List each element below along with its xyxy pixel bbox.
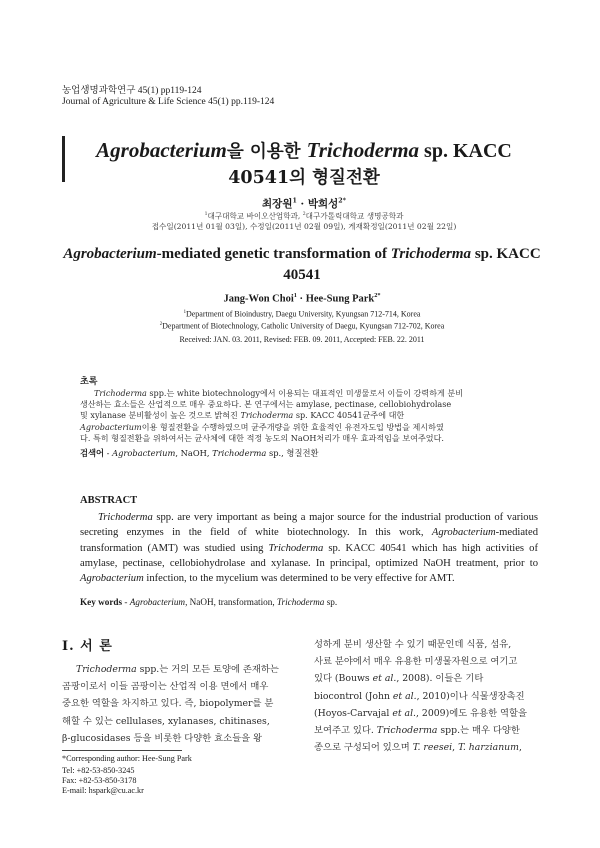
intro-right-line4a: biocontrol (John	[314, 690, 393, 702]
intro-right-line4b: , 2010)이나 식물생장촉진	[416, 690, 525, 702]
abs-kr-line5: 다. 특히 형질전환을 위하여서는 균사체에 대한 적정 농도의 NaOH처리가 매우 효과적임을 보여주었다.	[80, 432, 444, 443]
kw-en-4: sp.	[324, 597, 338, 607]
abs-en-organism1: Trichoderma	[98, 512, 153, 523]
intro-right-line7c: ,	[519, 742, 522, 754]
korean-title	[66, 137, 542, 191]
korean-abstract-heading: 초록	[80, 377, 98, 387]
author1-kr: 최장원	[262, 198, 293, 210]
english-dates: Received: JAN. 03. 2011, Revised: FEB. 09. 2011, Accepted: FEB. 22. 2011	[179, 335, 425, 344]
title-kr-strain: sp. KACC	[419, 140, 512, 162]
intro-right-line2: 사료 분야에서 매우 유용한 미생물자원으로 여기고	[314, 656, 518, 668]
title-en-line2: 40541	[283, 267, 321, 283]
intro-right-line6a: 보여주고 있다.	[314, 725, 377, 737]
introduction-heading: Ⅰ. 서 론	[62, 639, 113, 654]
aff-en-sup1: 1	[183, 310, 186, 315]
aff-en-line1: Department of Bioindustry, Daegu University, Kyungsan 712-714, Korea	[185, 309, 421, 319]
intro-right-species1: T. reesei	[412, 742, 453, 754]
english-affiliation-2	[62, 319, 542, 332]
title-kr-line2: 40541의 형질전환	[228, 168, 380, 188]
intro-right-column	[314, 636, 540, 756]
english-keywords	[80, 597, 337, 607]
abs-kr-line2: 생산하는 효소들은 산업적으로 매우 중요하다. 본 연구에서는 amylase, pectinase, cellobiohydrolase	[80, 399, 452, 410]
english-abstract-heading: ABSTRACT	[80, 495, 138, 506]
intro-right-line6b: spp.는 매우 다양한	[437, 725, 520, 737]
title-accent-bar	[62, 136, 65, 182]
aff-en-sup2: 2	[159, 322, 163, 327]
aff-kr-sup1: 1	[204, 212, 208, 217]
abs-kr-line3a: 및 xylanase 분비활성이 높은 것으로 밝혀진	[80, 410, 241, 421]
abs-en-organism3: Trichoderma	[268, 542, 324, 554]
intro-right-line7b: ,	[452, 742, 459, 754]
korean-dates: 접수일(2011년 01월 03일), 수정일(2011년 02월 09일), 게재확정일(2011년 02월 22일)	[151, 222, 457, 231]
journal-header-korean: 농업생명과학연구 45(1) pp119-124	[62, 86, 202, 96]
abs-kr-line3b: sp. KACC 40541균주에 대한	[293, 410, 405, 421]
title-en-text: -mediated genetic transformation of	[156, 246, 391, 262]
intro-left-line3: 중요한 역할을 차지하고 있다. 즉, biopolymer를 분	[62, 698, 274, 710]
author2-kr: 박희성	[307, 198, 339, 210]
abs-en-organism4: Agrobacterium	[80, 573, 144, 585]
footnote-fax: Fax: +82-53-850-3178	[62, 776, 137, 785]
intro-left-organism: Trichoderma	[76, 664, 137, 675]
kw-kr-3: Trichoderma	[212, 448, 267, 458]
title-en-fungus: Trichoderma	[390, 246, 472, 262]
aff-en-line2: Department of Biotechnology, Catholic University of Daegu, Kyungsan 712-702, Korea	[162, 321, 445, 331]
abs-kr-organism: Trichoderma	[94, 388, 147, 398]
intro-left-line4: 해할 수 있는 cellulases, xylanases, chitinases,	[62, 715, 270, 727]
kw-kr-4: sp., 형질전환	[266, 448, 319, 458]
intro-right-line6-organism: Trichoderma	[376, 725, 438, 737]
intro-right-species2: T. harzianum	[458, 742, 519, 754]
abs-kr-line3-organism: Trichoderma	[240, 410, 294, 421]
abs-kr-line1: spp.는 white biotechnology에서 이용되는 대표적인 미생물로서 이들이 강력하게 분비	[146, 388, 464, 398]
abs-en-sentence2: -mediated transformation (AMT) was studied using	[80, 527, 538, 554]
english-title	[62, 244, 542, 286]
korean-keywords	[80, 447, 319, 459]
author2-en: Hee-Sung Park	[305, 293, 375, 305]
title-kr-fungus: Trichoderma	[306, 138, 420, 162]
abs-en-sentence1: spp. are very important as being a major source for the industrial production of various secreting enzymes in the field of white biotechnology. In this work,	[80, 512, 538, 539]
english-authors	[62, 292, 542, 305]
kw-kr-2: , NaOH,	[175, 448, 213, 458]
abs-en-sentence3: sp. KACC 40541 which has high activities of amylase, pectinase, cellobiohydrolase and xylanase. In principal, optimized NaOH treatment, prior to	[80, 542, 538, 569]
kw-en-label: Key words	[80, 597, 123, 607]
footnote-email: E-mail: hspark@cu.ac.kr	[62, 786, 144, 795]
intro-right-line5b: , 2009)에도 유용한 역할을	[416, 707, 527, 719]
korean-affiliations	[66, 209, 542, 222]
intro-left-line2: 곰팡이로서 이들 곰팡이는 산업적 이용 면에서 매우	[62, 681, 269, 693]
author1-kr-sup: 1	[292, 197, 297, 205]
aff-kr-1: 대구대학교 바이오산업학과,	[207, 211, 303, 221]
journal-header-english: Journal of Agriculture & Life Science 45(1) pp.119-124	[62, 97, 275, 107]
kw-kr-1: Agrobacterium	[112, 448, 176, 458]
english-abstract-body	[80, 510, 538, 586]
title-kr-text: 을 이용한	[226, 142, 307, 162]
intro-right-line3a: 있다 (Bouws	[314, 673, 373, 685]
aff-kr-sup2: 2	[302, 212, 306, 217]
abs-en-sentence4: infection, to the mycelium was determined to be very effective for AMT.	[143, 573, 455, 585]
author-en-separator: ·	[296, 293, 306, 305]
kw-kr-label: 검색어	[80, 448, 105, 458]
author-separator: ·	[296, 198, 308, 210]
footnote-tel: Tel: +82-53-850-3245	[62, 766, 135, 775]
korean-abstract-body	[80, 388, 538, 444]
intro-right-line5a: (Hoyos-Carvajal	[314, 707, 393, 719]
title-kr-organism: Agrobacterium	[96, 138, 227, 162]
author2-en-sup: 2*	[374, 292, 381, 299]
aff-kr-2: 대구가톨릭대학교 생명공학과	[305, 211, 404, 221]
kw-en-2: , NaOH, transformation,	[185, 597, 277, 607]
author1-en: Jang-Won Choi	[223, 293, 294, 305]
footnote-divider	[62, 750, 182, 751]
intro-right-line5-etal: et al.	[392, 707, 417, 719]
intro-right-line3b: , 2008). 이들은 기타	[396, 673, 484, 685]
intro-right-line7a: 종으로 구성되어 있으며	[314, 742, 413, 754]
english-affiliation-1	[62, 307, 542, 320]
kw-kr-dash: -	[104, 448, 113, 458]
kw-en-3: Trichoderma	[276, 597, 325, 607]
intro-right-line1: 성하게 분비 생산할 수 있기 때문인데 식품, 섬유,	[314, 639, 512, 650]
kw-en-dash: -	[122, 597, 130, 607]
kw-en-1: Agrobacterium	[129, 597, 186, 607]
abs-en-organism2: Agrobacterium	[431, 527, 496, 539]
corresponding-author: *Corresponding author: Hee-Sung Park	[62, 754, 192, 763]
title-en-strain: sp. KACC	[471, 246, 541, 262]
intro-right-line4-etal: et al.	[392, 690, 417, 702]
abs-kr-line4-organism: Agrobacterium	[80, 421, 142, 432]
author1-en-sup: 1	[293, 292, 297, 299]
intro-left-column	[62, 661, 290, 747]
author2-kr-sup: 2*	[338, 197, 346, 205]
intro-left-line5: β-glucosidases 등을 비롯한 다양한 효소들을 왕	[62, 732, 263, 744]
abs-kr-line4: 이용 형질전환을 수행하였으며 균주개량을 위한 효율적인 유전자도입 방법을 제시하였	[141, 421, 444, 432]
intro-left-line1: spp.는 거의 모든 토양에 존재하는	[136, 664, 279, 675]
intro-right-line3-etal: et al.	[372, 673, 397, 685]
title-en-organism: Agrobacterium	[63, 246, 157, 262]
